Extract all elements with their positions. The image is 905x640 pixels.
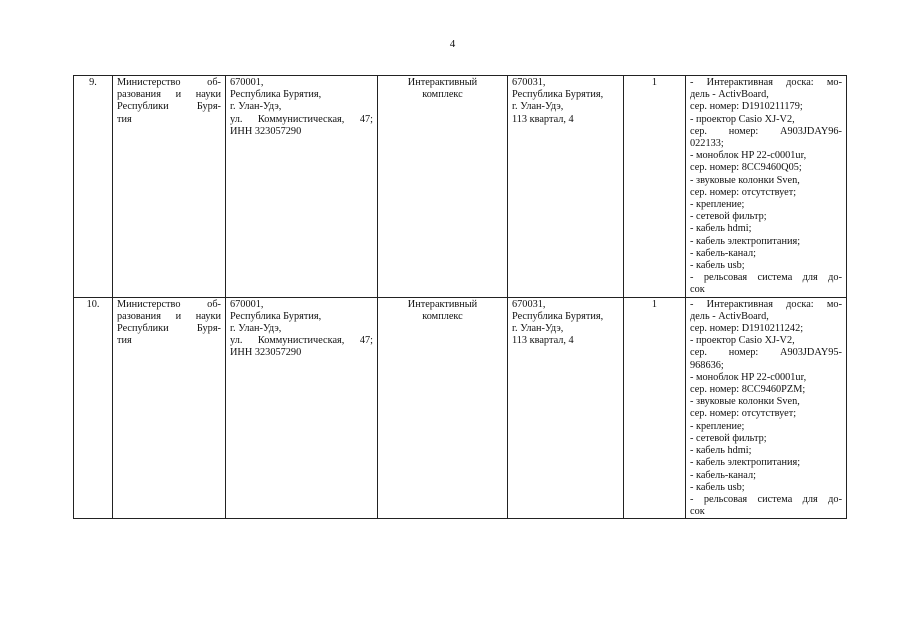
equipment-line: сер. номер: A903JDAY96-	[690, 125, 842, 137]
type-line: комплекс	[422, 310, 463, 322]
equipment-type-cell	[378, 297, 508, 519]
equipment-line: - рельсовая система для до-	[690, 493, 842, 505]
owner-line: разования и науки	[117, 310, 221, 322]
address-line: ИНН 323057290	[230, 125, 302, 137]
equipment-line: сер. номер: D1910211179;	[690, 101, 803, 113]
equipment-line: - кабель электропитания;	[690, 235, 801, 247]
address-line: ул. Коммунистическая, 47;	[230, 335, 373, 347]
owner-cell	[113, 76, 226, 298]
equipment-type-cell	[378, 76, 508, 298]
equipment-line: - кабель-канал;	[690, 469, 756, 481]
equipment-list-cell	[686, 76, 847, 298]
equipment-line: - сетевой фильтр;	[690, 432, 767, 444]
equipment-line: - кабель hdmi;	[690, 223, 752, 235]
type-line: комплекс	[422, 89, 463, 101]
equipment-line: - моноблок HP 22-c0001ur,	[690, 371, 807, 383]
equipment-line: сер. номер: отсутствует;	[690, 408, 797, 420]
equipment-line: - кабель usb;	[690, 260, 745, 272]
location-line: г. Улан-Удэ,	[512, 101, 564, 113]
type-line: Интерактивный	[407, 77, 478, 88]
address-line: г. Улан-Удэ,	[230, 323, 282, 335]
equipment-line: сок	[690, 284, 705, 296]
address-line: Республика Бурятия,	[230, 89, 322, 101]
table-row	[74, 297, 847, 519]
equipment-line: - кабель-канал;	[690, 247, 756, 259]
address-line: г. Улан-Удэ,	[230, 101, 282, 113]
equipment-line: сер. номер: A903JDAY95-	[690, 347, 842, 359]
equipment-table	[73, 75, 847, 519]
equipment-line: - звуковые колонки Sven,	[690, 396, 800, 408]
page-number: 4	[449, 38, 456, 50]
equipment-line: сок	[690, 506, 705, 518]
location-line: 670031,	[512, 298, 546, 310]
owner-line: тия	[117, 113, 132, 125]
equipment-line: сер. номер: 8CC9460Q05;	[690, 162, 802, 174]
location-line: 113 квартал, 4	[512, 113, 574, 125]
equipment-line: - проектор Casio XJ-V2,	[690, 113, 795, 125]
equipment-line: - проектор Casio XJ-V2,	[690, 335, 795, 347]
owner-line: Министерство об-	[117, 77, 221, 88]
quantity-cell: 1	[624, 76, 686, 298]
quantity-cell: 1	[624, 297, 686, 519]
equipment-line: 022133;	[690, 138, 724, 150]
location-line: г. Улан-Удэ,	[512, 323, 564, 335]
equipment-line: - крепление;	[690, 420, 745, 432]
location-line: Республика Бурятия,	[512, 89, 604, 101]
location-line: 670031,	[512, 77, 546, 88]
owner-line: разования и науки	[117, 89, 221, 101]
owner-cell	[113, 297, 226, 519]
equipment-line: - кабель hdmi;	[690, 445, 752, 457]
equipment-line: - звуковые колонки Sven,	[690, 174, 800, 186]
address-line: Республика Бурятия,	[230, 310, 322, 322]
equipment-line: дель - ActivBoard,	[690, 310, 769, 322]
equipment-line: дель - ActivBoard,	[690, 89, 769, 101]
equipment-line: сер. номер: D1910211242;	[690, 323, 804, 335]
owner-line: тия	[117, 335, 132, 347]
equipment-line: - Интерактивная доска: мо-	[690, 298, 842, 310]
equipment-line: - сетевой фильтр;	[690, 211, 767, 223]
equipment-line: - крепление;	[690, 199, 745, 211]
equipment-line: - кабель электропитания;	[690, 457, 801, 469]
equipment-line: - Интерактивная доска: мо-	[690, 77, 842, 88]
address-line: 670001,	[230, 298, 264, 310]
address-line: 670001,	[230, 77, 264, 88]
row-number: 9.	[74, 76, 113, 298]
equipment-line: - кабель usb;	[690, 481, 745, 493]
equipment-line: - моноблок HP 22-c0001ur,	[690, 150, 807, 162]
owner-line: Республики Буря-	[117, 323, 221, 335]
owner-line: Министерство об-	[117, 298, 221, 310]
equipment-line: сер. номер: 8CC9460PZM;	[690, 384, 806, 396]
address-line: ул. Коммунистическая, 47;	[230, 113, 373, 125]
equipment-list-cell	[686, 297, 847, 519]
row-number: 10.	[74, 297, 113, 519]
address-cell	[226, 297, 378, 519]
address-cell	[226, 76, 378, 298]
owner-line: Республики Буря-	[117, 101, 221, 113]
table-row	[74, 76, 847, 298]
equipment-line: 968636;	[690, 359, 724, 371]
equipment-line: - рельсовая система для до-	[690, 272, 842, 284]
location-cell	[508, 76, 624, 298]
address-line: ИНН 323057290	[230, 347, 302, 359]
location-cell	[508, 297, 624, 519]
location-line: Республика Бурятия,	[512, 310, 604, 322]
type-line: Интерактивный	[407, 298, 478, 310]
equipment-line: сер. номер: отсутствует;	[690, 186, 797, 198]
location-line: 113 квартал, 4	[512, 335, 574, 347]
